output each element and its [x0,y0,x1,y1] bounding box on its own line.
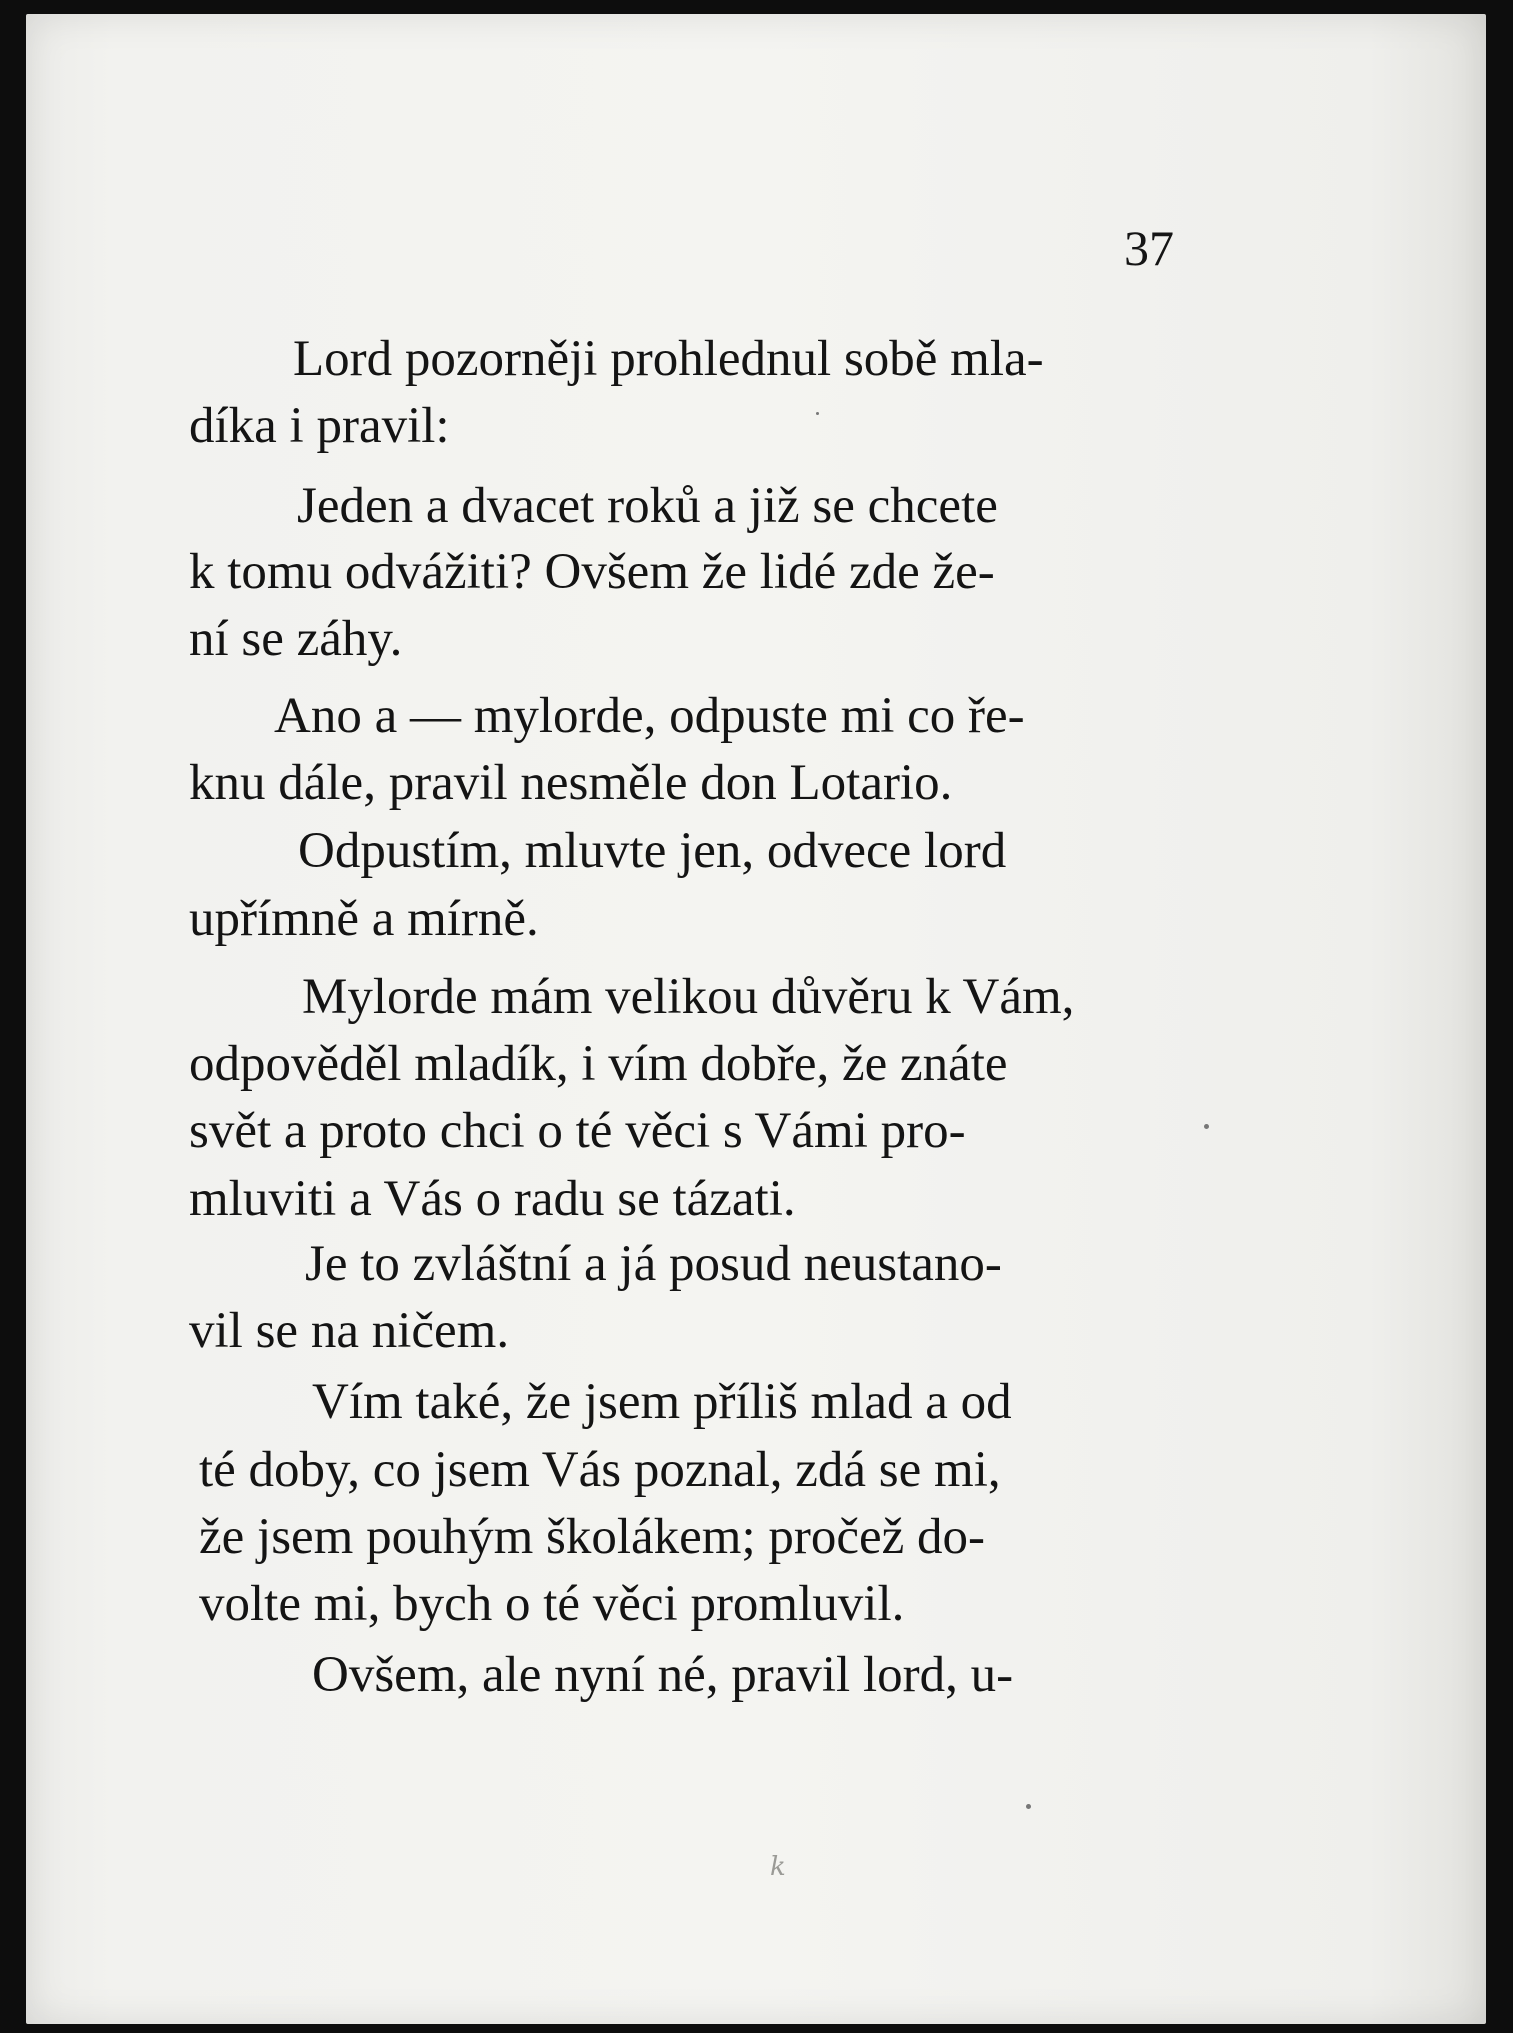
text-line: Jeden a dvacet roků a již se chcete [297,478,998,534]
text-line: k tomu odvážiti? Ovšem že lidé zde že- [189,544,995,600]
paper-speck [1204,1124,1209,1129]
text-line: Lord pozorněji prohlednul sobě mla- [293,331,1044,387]
text-line: té doby, co jsem Vás poznal, zdá se mi, [199,1442,1001,1498]
text-line: Odpustím, mluvte jen, odvece lord [298,823,1007,879]
paper-speck [816,412,819,415]
paper-speck [1026,1804,1031,1809]
library-stamp-mark: k [770,1852,786,1882]
text-line: Ovšem, ale nyní né, pravil lord, u- [312,1647,1014,1703]
text-line: Mylorde mám velikou důvěru k Vám, [302,969,1075,1025]
text-line: upřímně a mírně. [189,891,539,947]
text-line: že jsem pouhým školákem; pročež do- [199,1509,986,1565]
page-number: 37 [1124,220,1174,276]
text-line: svět a proto chci o té věci s Vámi pro- [189,1103,966,1159]
book-page [26,14,1486,2024]
text-line: ní se záhy. [189,611,403,667]
text-line: knu dále, pravil nesměle don Lotario. [189,755,953,811]
text-line: mluviti a Vás o radu se tázati. [189,1171,796,1227]
text-line: volte mi, bych o té věci promluvil. [199,1576,905,1632]
text-line: vil se na ničem. [189,1303,510,1359]
text-line: odpověděl mladík, i vím dobře, že znáte [189,1036,1008,1092]
text-line: Je to zvláštní a já posud neustano- [305,1236,1002,1292]
text-line: Ano a — mylorde, odpuste mi co ře- [274,688,1025,744]
text-line: díka i pravil: [189,398,450,454]
text-line: Vím také, že jsem příliš mlad a od [312,1374,1012,1430]
